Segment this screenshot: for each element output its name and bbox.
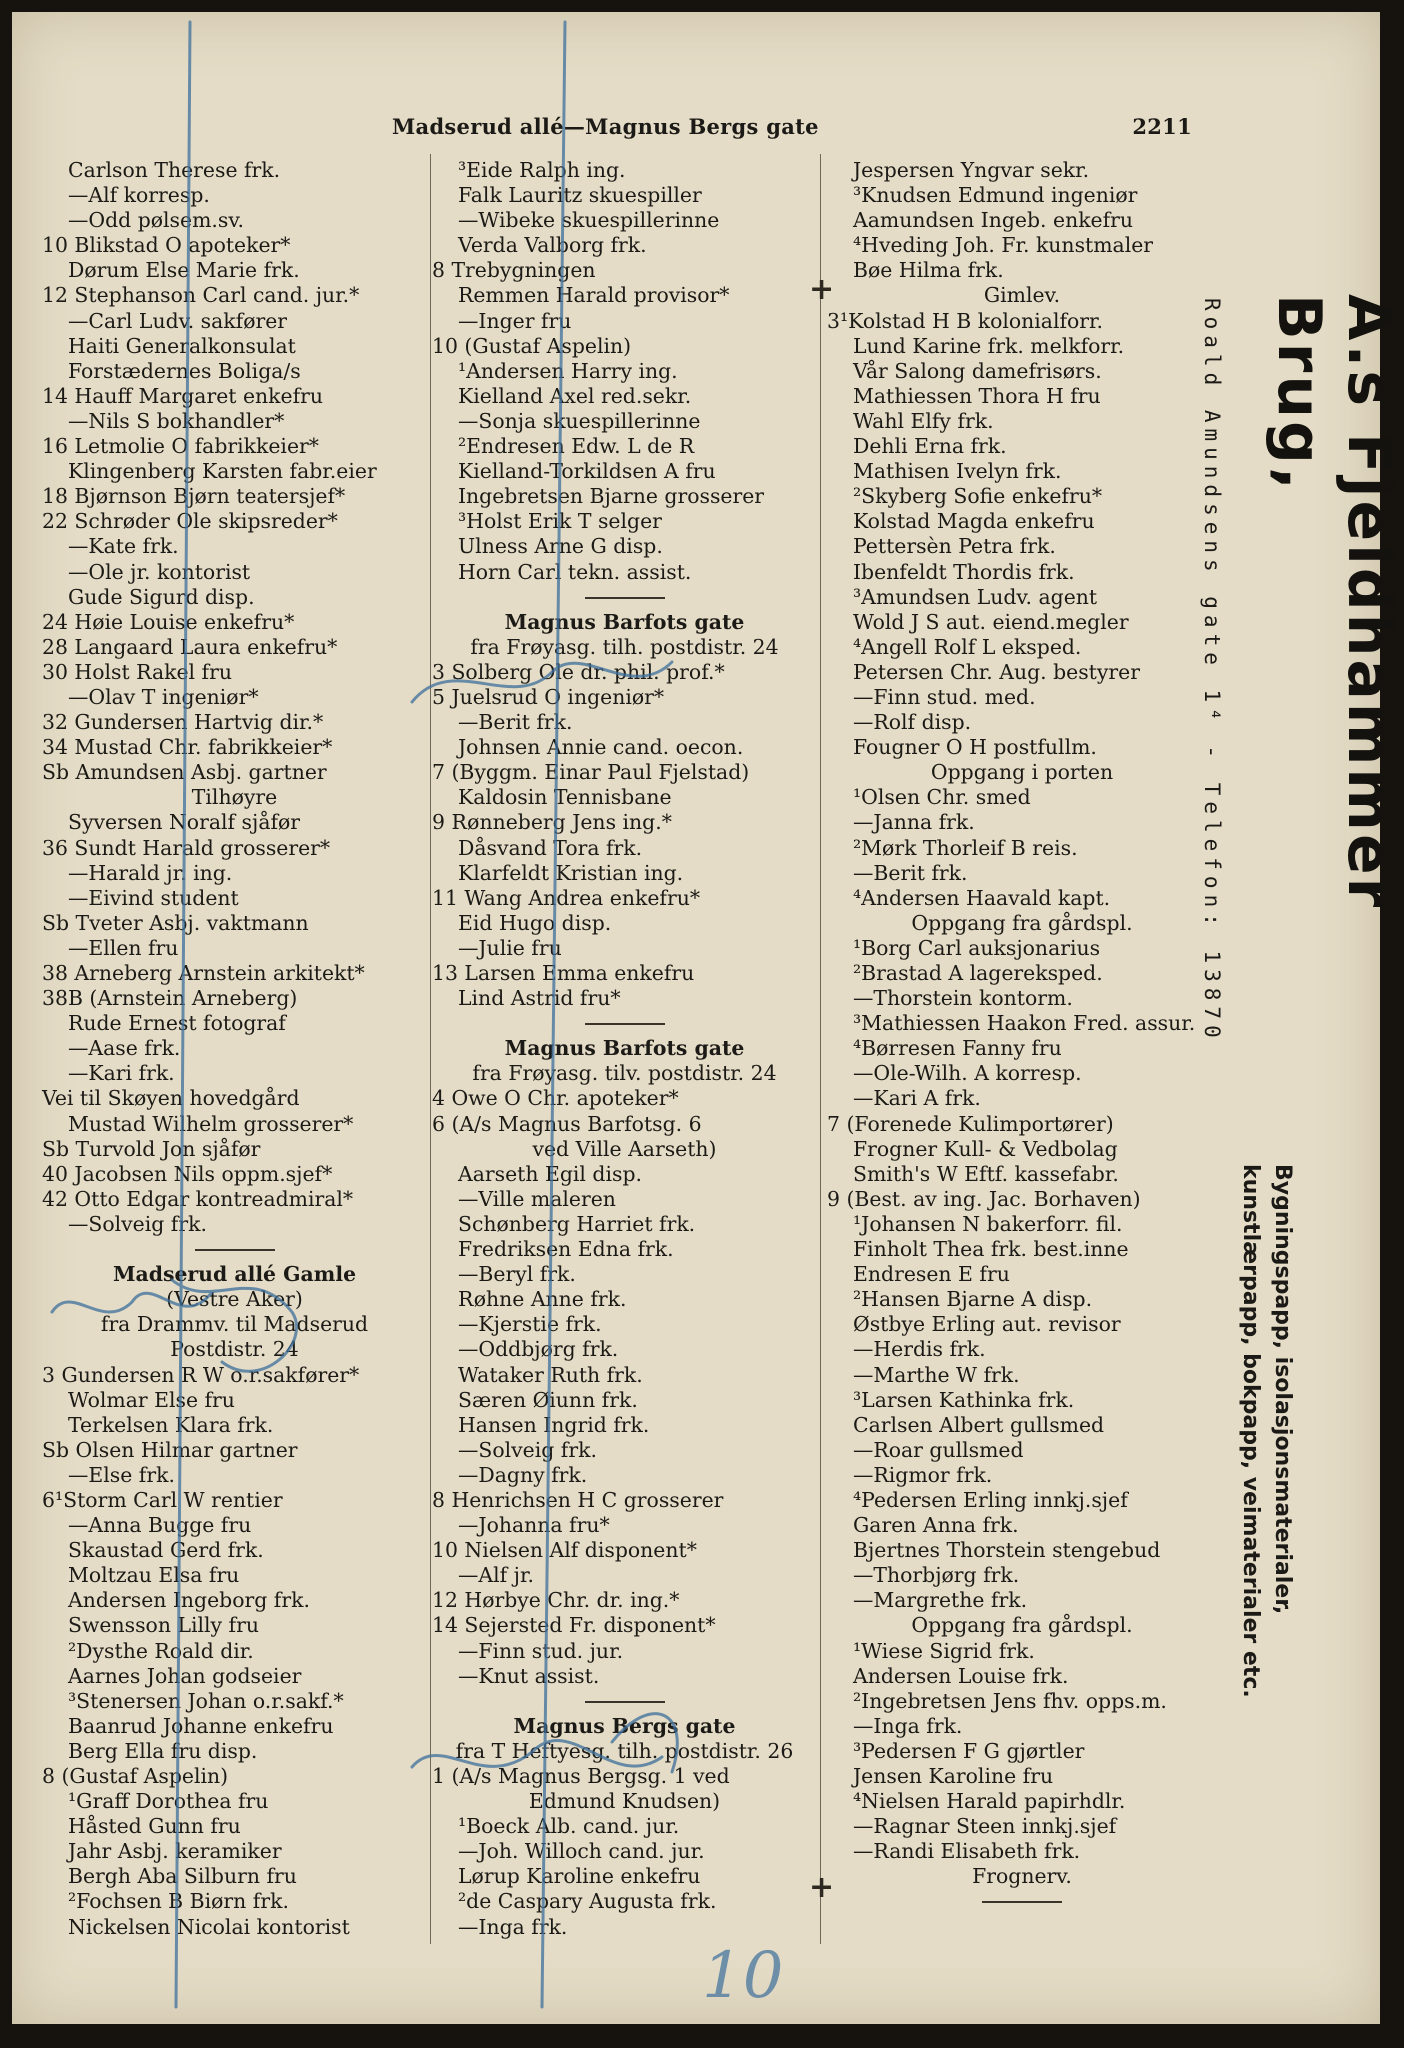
directory-entry: Wataker Ruth frk. [458, 1362, 643, 1387]
directory-entry: —Odd pølsem.sv. [68, 208, 244, 233]
directory-entry: —Rolf disp. [853, 710, 972, 735]
section-divider [432, 585, 817, 610]
directory-entry: Garen Anna frk. [853, 1513, 1019, 1538]
directory-entry: Oppgang fra gårdspl. [911, 1613, 1133, 1638]
section-divider [432, 1011, 817, 1036]
directory-entry: 38 Arneberg Arnstein arkitekt* [42, 961, 365, 985]
directory-entry: Dåsvand Tora frk. [458, 835, 643, 860]
directory-entry: 14 Hauff Margaret enkefru [42, 383, 323, 408]
directory-entry: —Ragnar Steen innkj.sjef [853, 1814, 1117, 1839]
directory-entry: ¹Graff Dorothea fru [68, 1789, 269, 1814]
street-heading: Madserud allé Gamle [112, 1262, 357, 1287]
directory-entry: 30 Holst Rakel fru [42, 659, 232, 684]
directory-entry: Falk Lauritz skuespiller [458, 183, 702, 208]
directory-entry: Skaustad Gerd frk. [68, 1538, 264, 1563]
directory-entry: 10 Blikstad O apoteker* [42, 233, 291, 258]
directory-entry: Oppgang fra gårdspl. [911, 910, 1133, 935]
directory-entry: ²Skyberg Sofie enkefru* [853, 484, 1103, 509]
directory-entry: ²Fochsen B Biørn frk. [68, 1889, 289, 1914]
directory-entry: 3 Gundersen R W o.r.sakfører* [42, 1362, 360, 1387]
directory-entry: 9 Rønneberg Jens ing.* [432, 810, 672, 835]
directory-entry: Andersen Ingeborg frk. [68, 1588, 310, 1613]
directory-entry: 7 (Byggm. Einar Paul Fjelstad) [432, 760, 750, 785]
directory-entry: Gude Sigurd disp. [68, 584, 255, 609]
directory-entry: 3¹Kolstad H B kolonialforr. [827, 308, 1104, 333]
directory-entry: Gimlev. [983, 283, 1061, 308]
directory-column-2 [432, 158, 817, 1940]
plus-mark: + [809, 272, 835, 307]
directory-entry: Carlsen Albert gullsmed [853, 1412, 1105, 1437]
directory-entry: 10 Nielsen Alf disponent* [432, 1538, 697, 1563]
directory-entry: 38B (Arnstein Arneberg) [42, 986, 298, 1011]
directory-entry: Ulness Arne G disp. [458, 534, 663, 559]
directory-entry: Aarnes Johan godseier [68, 1663, 302, 1688]
directory-entry: —Ville maleren [458, 1186, 616, 1211]
directory-entry: —Eivind student [68, 885, 239, 910]
directory-entry: 4 Owe O Chr. apoteker* [432, 1086, 679, 1111]
directory-entry: —Alf jr. [458, 1563, 534, 1588]
directory-entry: Frognerv. [972, 1864, 1072, 1889]
section-divider [42, 1237, 427, 1262]
directory-entry: Fougner O H postfullm. [853, 735, 1097, 760]
advertisement-products-line-1: Bygningspapp, isolasjonsmaterialer, [1270, 1164, 1295, 1615]
directory-entry: Rude Ernest fotograf [68, 1011, 286, 1036]
directory-entry: Kielland Axel red.sekr. [458, 383, 692, 408]
directory-entry: Lund Karine frk. melkforr. [853, 333, 1125, 358]
directory-entry: Carlson Therese frk. [68, 158, 281, 182]
directory-entry: —Rigmor frk. [853, 1462, 993, 1487]
directory-entry: Særen Øiunn frk. [458, 1387, 638, 1412]
directory-entry: 13 Larsen Emma enkefru [432, 961, 695, 985]
directory-entry: —Ole-Wilh. A korresp. [853, 1061, 1082, 1086]
directory-entry: Bjertnes Thorstein stengebud [853, 1538, 1161, 1563]
directory-entry: Oppgang i porten [930, 760, 1114, 785]
directory-entry: —Herdis frk. [853, 1337, 986, 1362]
directory-entry: —Kjerstie frk. [458, 1312, 602, 1337]
advertisement-address: Roald Amundsens gate 1⁴ - Telefon: 13870 [1200, 298, 1224, 1044]
directory-entry: —Carl Ludv. sakfører [68, 308, 288, 333]
directory-entry: Swensson Lilly fru [68, 1613, 259, 1638]
directory-entry: ²Brastad A lagereksped. [853, 961, 1103, 985]
section-divider [432, 1689, 817, 1714]
directory-entry: Sb Amundsen Asbj. gartner [42, 760, 327, 785]
directory-entry: ³Eide Ralph ing. [458, 158, 626, 182]
directory-entry: 14 Sejersted Fr. disponent* [432, 1613, 716, 1638]
directory-entry: 12 Stephanson Carl cand. jur.* [42, 283, 360, 308]
directory-entry: —Solveig frk. [68, 1211, 207, 1236]
directory-entry: —Inga frk. [458, 1914, 568, 1939]
directory-entry: —Wibeke skuespillerinne [458, 208, 720, 233]
directory-entry: 22 Schrøder Ole skipsreder* [42, 509, 338, 534]
directory-entry: —Kari frk. [68, 1061, 175, 1086]
directory-entry: Bergh Aba Silburn fru [68, 1864, 297, 1889]
directory-entry: Ingebretsen Bjarne grosserer [458, 484, 765, 509]
advertisement-vertical [1200, 294, 1404, 1054]
directory-entry: Dørum Else Marie frk. [68, 258, 300, 283]
directory-entry: Smith's W Eftf. kassefabr. [853, 1161, 1119, 1186]
directory-entry: Røhne Anne frk. [458, 1287, 627, 1312]
directory-entry: —Thorstein kontorm. [853, 986, 1073, 1011]
directory-entry: 9 (Best. av ing. Jac. Borhaven) [827, 1186, 1141, 1211]
directory-entry: Bøe Hilma frk. [853, 258, 1004, 283]
directory-entry: —Roar gullsmed [853, 1437, 1024, 1462]
directory-entry: Tilhøyre [191, 785, 278, 810]
directory-entry: Remmen Harald provisor* [458, 283, 730, 308]
directory-entry: ³Amundsen Ludv. agent [853, 584, 1098, 609]
directory-entry: 11 Wang Andrea enkefru* [432, 885, 701, 910]
directory-entry: —Inger fru [458, 308, 572, 333]
directory-entry: ⁴Pedersen Erling innkj.sjef [853, 1487, 1128, 1512]
directory-entry: ¹Boeck Alb. cand. jur. [458, 1814, 680, 1839]
directory-entry: 1 (A/s Magnus Bergsg. 1 ved [432, 1764, 730, 1788]
directory-entry: Horn Carl tekn. assist. [458, 559, 692, 584]
directory-entry: (Vestre Aker) [166, 1287, 303, 1312]
directory-entry: ³Holst Erik T selger [458, 509, 662, 534]
street-heading: Magnus Barfots gate [504, 1036, 745, 1061]
directory-entry: fra Frøyasg. tilv. postdistr. 24 [472, 1061, 777, 1086]
directory-entry: 16 Letmolie O fabrikkeier* [42, 434, 319, 459]
directory-entry: ⁴Andersen Haavald kapt. [853, 885, 1111, 910]
directory-entry: Mathisen Ivelyn frk. [853, 459, 1062, 484]
directory-entry: ¹Borg Carl auksjonarius [853, 935, 1101, 960]
directory-entry: Petersen Chr. Aug. bestyrer [853, 659, 1140, 684]
directory-entry: ²de Caspary Augusta frk. [458, 1889, 717, 1914]
directory-entry: Syversen Noralf sjåfør [68, 810, 301, 835]
directory-entry: Kaldosin Tennisbane [458, 785, 672, 810]
directory-entry: ²Dysthe Roald dir. [68, 1638, 254, 1663]
directory-entry: ²Hansen Bjarne A disp. [853, 1287, 1093, 1312]
directory-entry: 6 (A/s Magnus Barfotsg. 6 [432, 1111, 702, 1136]
directory-entry: —Olav T ingeniør* [68, 684, 259, 709]
directory-entry: —Aase frk. [68, 1036, 181, 1061]
directory-entry: —Solveig frk. [458, 1437, 597, 1462]
handwritten-number: 10 [702, 1939, 784, 2013]
directory-entry: 42 Otto Edgar kontreadmiral* [42, 1186, 354, 1211]
directory-entry: ⁴Angell Rolf L eksped. [853, 634, 1082, 659]
directory-entry: ¹Andersen Harry ing. [458, 358, 678, 383]
directory-entry: 24 Høie Louise enkefru* [42, 609, 295, 634]
directory-entry: —Janna frk. [853, 810, 975, 835]
directory-entry: 7 (Forenede Kulimportører) [827, 1111, 1114, 1136]
directory-entry: 5 Juelsrud O ingeniør* [432, 684, 665, 709]
directory-entry: —Harald jr. ing. [68, 860, 233, 885]
directory-entry: Frogner Kull- & Vedbolag [853, 1136, 1118, 1161]
directory-entry: ⁴Børresen Fanny fru [853, 1036, 1062, 1061]
directory-entry: —Knut assist. [458, 1663, 600, 1688]
directory-entry: Postdistr. 24 [170, 1337, 299, 1362]
directory-entry: —Thorbjørg frk. [853, 1563, 1020, 1588]
directory-entry: ³Mathiessen Haakon Fred. assur. [853, 1011, 1196, 1036]
page-number: 2211 [1132, 114, 1192, 139]
directory-entry: Vei til Skøyen hovedgård [42, 1086, 300, 1111]
directory-entry: Finholt Thea frk. best.inne [853, 1237, 1129, 1262]
directory-entry: Lind Astrid fru* [458, 986, 621, 1011]
directory-entry: Andersen Louise frk. [853, 1663, 1069, 1688]
directory-entry: ³Stenersen Johan o.r.sakf.* [68, 1688, 344, 1713]
directory-entry: Hansen Ingrid frk. [458, 1412, 650, 1437]
directory-entry: —Finn stud. med. [853, 684, 1036, 709]
directory-entry: Fredriksen Edna frk. [458, 1237, 674, 1262]
directory-entry: 8 (Gustaf Aspelin) [42, 1764, 229, 1788]
directory-entry: ¹Johansen N bakerforr. fil. [853, 1211, 1123, 1236]
directory-entry: ⁴Hveding Joh. Fr. kunstmaler [853, 233, 1154, 258]
directory-entry: Håsted Gunn fru [68, 1814, 241, 1839]
directory-entry: —Sonja skuespillerinne [458, 408, 701, 433]
directory-entry: Baanrud Johanne enkefru [68, 1713, 334, 1738]
directory-entry: Haiti Generalkonsulat [68, 333, 296, 358]
directory-entry: Ibenfeldt Thordis frk. [853, 559, 1075, 584]
directory-entry: Moltzau Elsa fru [68, 1563, 240, 1588]
directory-entry: —Else frk. [68, 1462, 175, 1487]
street-heading: Magnus Bergs gate [513, 1713, 736, 1738]
directory-entry: Jespersen Yngvar sekr. [853, 158, 1090, 182]
directory-entry: 32 Gundersen Hartvig dir.* [42, 710, 324, 735]
directory-entry: —Alf korresp. [68, 183, 210, 208]
directory-entry: —Johanna fru* [458, 1513, 610, 1538]
directory-page [12, 12, 1404, 2024]
plus-mark: + [809, 1870, 835, 1905]
directory-entry: —Oddbjørg frk. [458, 1337, 619, 1362]
directory-entry: 34 Mustad Chr. fabrikkeier* [42, 735, 333, 760]
directory-entry: Vår Salong damefrisørs. [853, 358, 1102, 383]
directory-entry: Aarseth Egil disp. [458, 1161, 643, 1186]
directory-entry: Jahr Asbj. keramiker [68, 1839, 282, 1864]
directory-column-3 [827, 158, 1217, 1915]
directory-entry: Lørup Karoline enkefru [458, 1864, 701, 1889]
directory-entry: fra T Heftyesg. tilh. postdistr. 26 [455, 1738, 794, 1763]
directory-entry: —Inga frk. [853, 1713, 963, 1738]
directory-entry: —Margrethe frk. [853, 1588, 1028, 1613]
directory-entry: Sb Tveter Asbj. vaktmann [42, 910, 309, 935]
directory-entry: Wolmar Else fru [68, 1387, 235, 1412]
directory-entry: ⁴Nielsen Harald papirhdlr. [853, 1789, 1126, 1814]
directory-entry: ²Endresen Edw. L de R [458, 434, 695, 459]
directory-entry: —Nils S bokhandler* [68, 408, 285, 433]
directory-entry: —Ole jr. kontorist [68, 559, 251, 584]
directory-entry: Jensen Karoline fru [853, 1764, 1054, 1788]
directory-entry: Nickelsen Nicolai kontorist [68, 1914, 350, 1939]
directory-entry: fra Frøyasg. tilh. postdistr. 24 [470, 634, 779, 659]
directory-entry: ved Ville Aarseth) [532, 1136, 717, 1161]
street-heading: Magnus Barfots gate [504, 609, 745, 634]
directory-entry: Kielland-Torkildsen A fru [458, 459, 716, 484]
directory-entry: —Joh. Willoch cand. jur. [458, 1839, 705, 1864]
page-header-title: Madserud allé—Magnus Bergs gate [392, 114, 819, 139]
directory-entry: —Berit frk. [853, 860, 968, 885]
directory-entry: Endresen E fru [853, 1262, 1010, 1287]
directory-entry: ³Pedersen F G gjørtler [853, 1738, 1085, 1763]
directory-entry: 12 Hørbye Chr. dr. ing.* [432, 1588, 680, 1613]
directory-entry: ¹Olsen Chr. smed [853, 785, 1031, 810]
directory-entry: Mathiessen Thora H fru [853, 383, 1101, 408]
directory-entry: fra Drammv. til Madserud [100, 1312, 369, 1337]
advertisement-products-line-2: kunstlærpapp, bokpapp, veimaterialer etc. [1238, 1164, 1263, 1698]
directory-entry: —Beryl frk. [458, 1262, 576, 1287]
directory-entry: 18 Bjørnson Bjørn teatersjef* [42, 484, 346, 509]
directory-entry: —Anna Bugge fru [68, 1513, 252, 1538]
directory-entry: Aamundsen Ingeb. enkefru [853, 208, 1134, 233]
directory-entry: 36 Sundt Harald grosserer* [42, 835, 331, 860]
directory-entry: Berg Ella fru disp. [68, 1738, 258, 1763]
directory-entry: Klarfeldt Kristian ing. [458, 860, 684, 885]
directory-entry: —Finn stud. jur. [458, 1638, 624, 1663]
directory-entry: Verda Valborg frk. [458, 233, 647, 258]
directory-entry: —Kari A frk. [853, 1086, 981, 1111]
directory-entry: —Ellen fru [68, 935, 179, 960]
directory-entry: Mustad Wilhelm grosserer* [68, 1111, 354, 1136]
directory-entry: 3 Solberg Ole dr. phil. prof.* [432, 659, 725, 684]
directory-entry: Terkelsen Klara frk. [68, 1412, 274, 1437]
directory-entry: —Kate frk. [68, 534, 179, 559]
directory-entry: —Randi Elisabeth frk. [853, 1839, 1081, 1864]
directory-entry: —Dagny frk. [458, 1462, 588, 1487]
directory-entry: 6¹Storm Carl W rentier [42, 1487, 283, 1512]
directory-entry: 28 Langaard Laura enkefru* [42, 634, 338, 659]
directory-entry: Wahl Elfy frk. [853, 408, 994, 433]
directory-column-1 [42, 158, 427, 1940]
directory-entry: —Marthe W frk. [853, 1362, 1020, 1387]
directory-entry: Wold J S aut. eiend.megler [853, 609, 1129, 634]
directory-entry: Forstædernes Boliga/s [68, 358, 301, 383]
directory-entry: Kolstad Magda enkefru [853, 509, 1095, 534]
directory-entry: ²Ingebretsen Jens fhv. opps.m. [853, 1688, 1167, 1713]
directory-entry: Østbye Erling aut. revisor [853, 1312, 1121, 1337]
directory-entry: —Berit frk. [458, 710, 573, 735]
directory-entry: Klingenberg Karsten fabr.eier [68, 459, 377, 484]
section-divider [827, 1889, 1217, 1914]
directory-entry: 8 Henrichsen H C grosserer [432, 1487, 724, 1512]
directory-entry: Sb Olsen Hilmar gartner [42, 1437, 298, 1462]
directory-entry: ²Mørk Thorleif B reis. [853, 835, 1078, 860]
advertisement-company: A.s Fjeldhammer Brug, [1264, 294, 1404, 911]
directory-entry: —Julie fru [458, 935, 562, 960]
directory-entry: Johnsen Annie cand. oecon. [458, 735, 744, 760]
directory-entry: ³Larsen Kathinka frk. [853, 1387, 1075, 1412]
directory-entry: ³Knudsen Edmund ingeniør [853, 183, 1138, 208]
directory-entry: 8 Trebygningen [432, 258, 596, 283]
directory-entry: Pettersèn Petra frk. [853, 534, 1056, 559]
directory-entry: Edmund Knudsen) [528, 1789, 721, 1814]
directory-entry: Schønberg Harriet frk. [458, 1211, 696, 1236]
directory-entry: 10 (Gustaf Aspelin) [432, 333, 632, 358]
directory-entry: 40 Jacobsen Nils oppm.sjef* [42, 1161, 333, 1186]
directory-entry: ¹Wiese Sigrid frk. [853, 1638, 1035, 1663]
directory-entry: Dehli Erna frk. [853, 434, 1007, 459]
directory-entry: Sb Turvold Jon sjåfør [42, 1136, 261, 1161]
directory-entry: Eid Hugo disp. [458, 910, 612, 935]
